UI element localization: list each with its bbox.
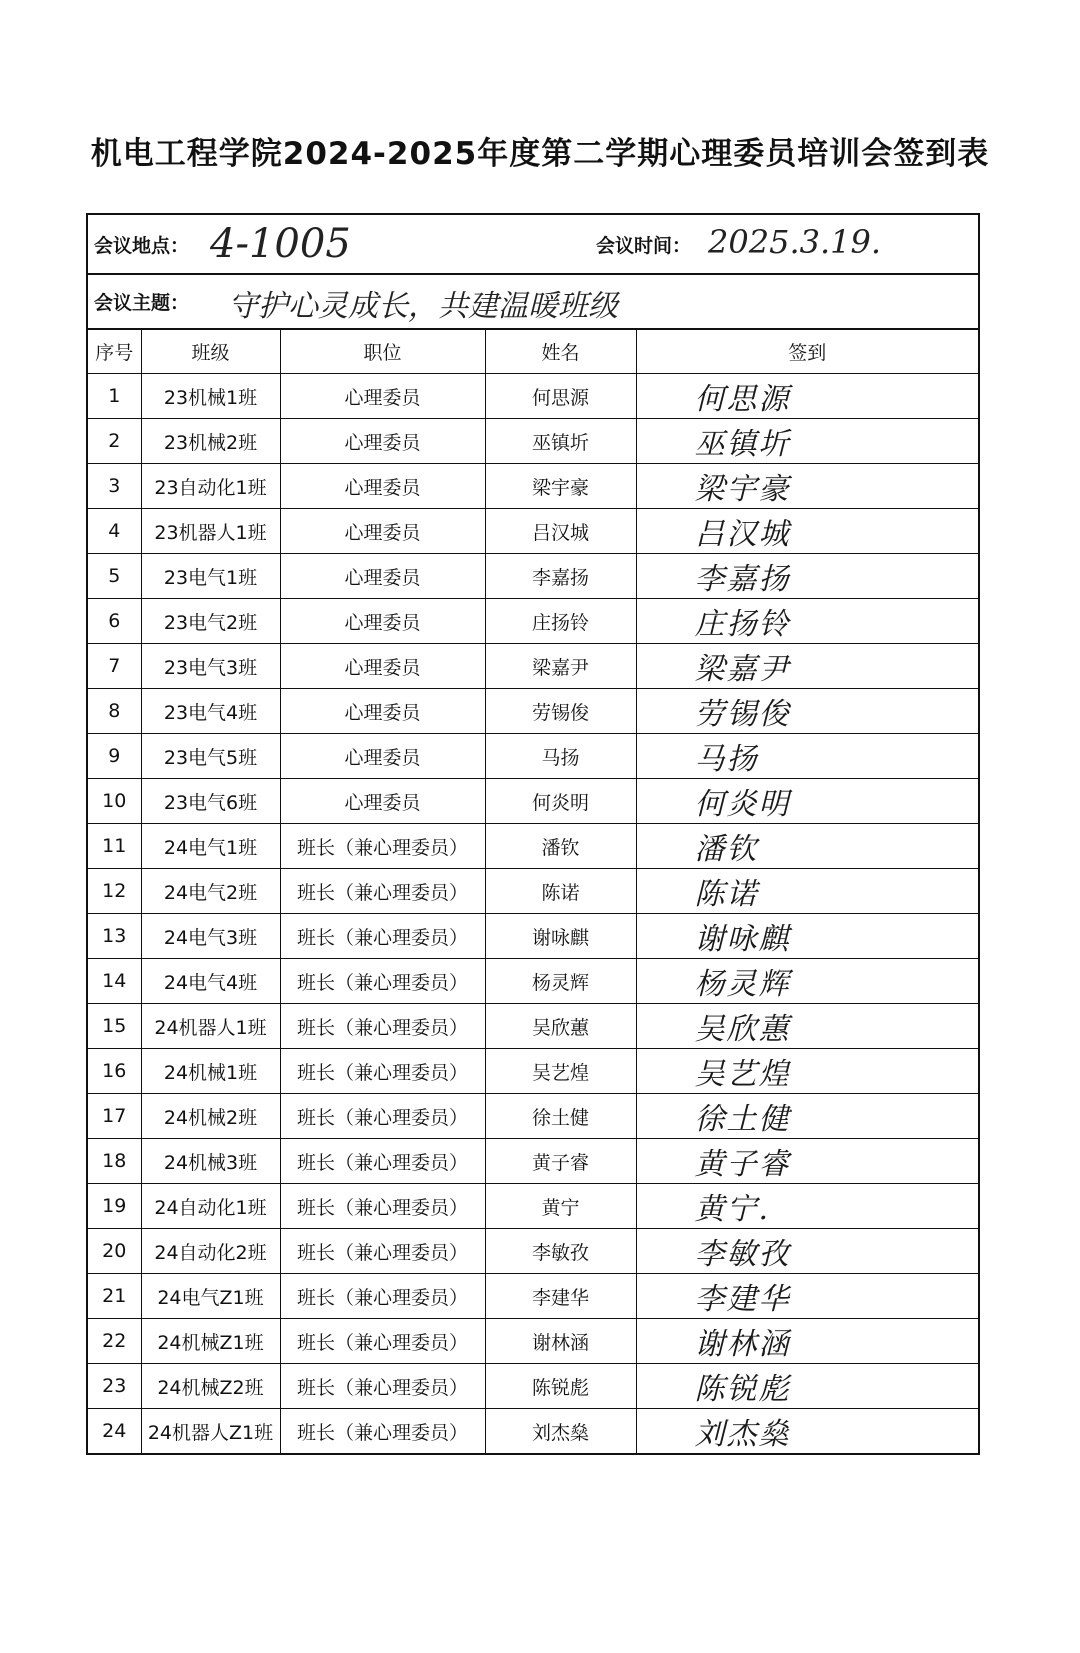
meeting-time-label: 会议时间： (596, 235, 692, 257)
row-class: 24电气4班 (141, 959, 280, 1004)
row-name: 谢咏麒 (485, 914, 636, 959)
row-class: 23电气3班 (141, 644, 280, 689)
row-number: 24 (88, 1409, 141, 1454)
row-name: 刘杰燊 (485, 1409, 636, 1454)
row-name: 吴艺煌 (485, 1049, 636, 1094)
header-number: 序号 (88, 330, 141, 374)
row-role: 班长（兼心理委员） (280, 1409, 485, 1454)
row-number: 6 (88, 599, 141, 644)
row-class: 24自动化2班 (141, 1229, 280, 1274)
row-role: 心理委员 (280, 509, 485, 554)
row-class: 23电气5班 (141, 734, 280, 779)
row-signature: 何炎明 (636, 779, 978, 824)
table-row (88, 689, 978, 734)
table-row (88, 734, 978, 779)
row-class: 23电气6班 (141, 779, 280, 824)
attendance-table (88, 330, 978, 1453)
table-row (88, 1184, 978, 1229)
row-class: 24机械3班 (141, 1139, 280, 1184)
row-role: 心理委员 (280, 374, 485, 419)
row-class: 23电气1班 (141, 554, 280, 599)
row-role: 班长（兼心理委员） (280, 1364, 485, 1409)
table-row (88, 824, 978, 869)
page-title: 机电工程学院2024-2025年度第二学期心理委员培训会签到表 (90, 136, 990, 172)
row-role: 班长（兼心理委员） (280, 1004, 485, 1049)
row-class: 24机械Z2班 (141, 1364, 280, 1409)
row-number: 1 (88, 374, 141, 419)
row-signature: 马扬 (636, 734, 978, 779)
row-signature: 梁宇豪 (636, 464, 978, 509)
table-row (88, 959, 978, 1004)
row-name: 陈诺 (485, 869, 636, 914)
row-signature: 李建华 (636, 1274, 978, 1319)
meeting-topic-row (88, 275, 978, 330)
row-number: 3 (88, 464, 141, 509)
row-role: 班长（兼心理委员） (280, 1319, 485, 1364)
row-class: 24机械2班 (141, 1094, 280, 1139)
row-role: 班长（兼心理委员） (280, 1049, 485, 1094)
row-signature: 陈锐彪 (636, 1364, 978, 1409)
row-class: 24自动化1班 (141, 1184, 280, 1229)
meeting-time-value: 2025.3.19. (708, 223, 882, 261)
row-role: 班长（兼心理委员） (280, 1184, 485, 1229)
row-number: 20 (88, 1229, 141, 1274)
row-class: 24电气2班 (141, 869, 280, 914)
row-class: 24电气3班 (141, 914, 280, 959)
table-row (88, 1319, 978, 1364)
row-name: 李建华 (485, 1274, 636, 1319)
table-row (88, 554, 978, 599)
row-signature: 刘杰燊 (636, 1409, 978, 1454)
table-header-row (88, 330, 978, 374)
row-name: 李敏孜 (485, 1229, 636, 1274)
row-name: 何炎明 (485, 779, 636, 824)
row-role: 班长（兼心理委员） (280, 1139, 485, 1184)
table-row (88, 779, 978, 824)
table-row (88, 599, 978, 644)
table-row (88, 1409, 978, 1454)
row-role: 心理委员 (280, 599, 485, 644)
table-row (88, 1364, 978, 1409)
row-class: 24电气Z1班 (141, 1274, 280, 1319)
row-signature: 巫镇圻 (636, 419, 978, 464)
row-class: 24机器人Z1班 (141, 1409, 280, 1454)
row-signature: 吴欣蕙 (636, 1004, 978, 1049)
table-row (88, 374, 978, 419)
row-number: 21 (88, 1274, 141, 1319)
row-class: 23机器人1班 (141, 509, 280, 554)
row-role: 心理委员 (280, 644, 485, 689)
row-name: 吴欣蕙 (485, 1004, 636, 1049)
row-number: 10 (88, 779, 141, 824)
row-signature: 谢林涵 (636, 1319, 978, 1364)
row-number: 7 (88, 644, 141, 689)
meeting-topic-value: 守护心灵成长，共建温暖班级 (228, 289, 618, 324)
table-row (88, 869, 978, 914)
row-name: 劳锡俊 (485, 689, 636, 734)
row-name: 梁嘉尹 (485, 644, 636, 689)
row-number: 12 (88, 869, 141, 914)
row-number: 13 (88, 914, 141, 959)
row-role: 班长（兼心理委员） (280, 914, 485, 959)
row-role: 班长（兼心理委员） (280, 869, 485, 914)
row-name: 陈锐彪 (485, 1364, 636, 1409)
meeting-place-value: 4-1005 (210, 221, 351, 267)
row-class: 23机械1班 (141, 374, 280, 419)
row-signature: 黄子睿 (636, 1139, 978, 1184)
row-role: 班长（兼心理委员） (280, 1094, 485, 1139)
row-number: 9 (88, 734, 141, 779)
table-row (88, 1229, 978, 1274)
header-class: 班级 (141, 330, 280, 374)
table-row (88, 1274, 978, 1319)
table-row (88, 1094, 978, 1139)
row-role: 班长（兼心理委员） (280, 1274, 485, 1319)
table-row (88, 644, 978, 689)
row-name: 李嘉扬 (485, 554, 636, 599)
row-number: 14 (88, 959, 141, 1004)
row-role: 班长（兼心理委员） (280, 824, 485, 869)
table-body (88, 374, 978, 1454)
table-row (88, 419, 978, 464)
row-class: 24机械1班 (141, 1049, 280, 1094)
row-role: 心理委员 (280, 464, 485, 509)
row-number: 22 (88, 1319, 141, 1364)
table-row (88, 914, 978, 959)
meeting-topic-label: 会议主题： (94, 292, 190, 314)
row-signature: 杨灵辉 (636, 959, 978, 1004)
row-signature: 吴艺煌 (636, 1049, 978, 1094)
row-number: 8 (88, 689, 141, 734)
row-class: 23机械2班 (141, 419, 280, 464)
row-role: 心理委员 (280, 689, 485, 734)
row-signature: 黄宁. (636, 1184, 978, 1229)
row-name: 何思源 (485, 374, 636, 419)
row-number: 2 (88, 419, 141, 464)
row-name: 吕汉城 (485, 509, 636, 554)
row-name: 巫镇圻 (485, 419, 636, 464)
row-number: 4 (88, 509, 141, 554)
row-signature: 何思源 (636, 374, 978, 419)
row-name: 徐土健 (485, 1094, 636, 1139)
row-number: 15 (88, 1004, 141, 1049)
table-row (88, 1139, 978, 1184)
row-signature: 吕汉城 (636, 509, 978, 554)
row-number: 23 (88, 1364, 141, 1409)
table-row (88, 1049, 978, 1094)
row-name: 黄宁 (485, 1184, 636, 1229)
meeting-place-label: 会议地点： (94, 234, 190, 257)
row-number: 18 (88, 1139, 141, 1184)
header-role: 职位 (280, 330, 485, 374)
row-name: 谢林涵 (485, 1319, 636, 1364)
header-name: 姓名 (485, 330, 636, 374)
row-name: 庄扬铃 (485, 599, 636, 644)
row-number: 17 (88, 1094, 141, 1139)
sign-in-sheet (86, 213, 980, 1455)
row-signature: 陈诺 (636, 869, 978, 914)
row-name: 潘钦 (485, 824, 636, 869)
row-role: 心理委员 (280, 779, 485, 824)
row-role: 班长（兼心理委员） (280, 959, 485, 1004)
row-class: 24电气1班 (141, 824, 280, 869)
row-class: 23电气4班 (141, 689, 280, 734)
row-signature: 李敏孜 (636, 1229, 978, 1274)
row-number: 19 (88, 1184, 141, 1229)
row-number: 5 (88, 554, 141, 599)
row-number: 16 (88, 1049, 141, 1094)
row-class: 23电气2班 (141, 599, 280, 644)
row-signature: 梁嘉尹 (636, 644, 978, 689)
row-number: 11 (88, 824, 141, 869)
table-row (88, 464, 978, 509)
row-name: 杨灵辉 (485, 959, 636, 1004)
row-signature: 谢咏麒 (636, 914, 978, 959)
row-signature: 劳锡俊 (636, 689, 978, 734)
row-name: 黄子睿 (485, 1139, 636, 1184)
row-class: 23自动化1班 (141, 464, 280, 509)
row-signature: 李嘉扬 (636, 554, 978, 599)
row-name: 梁宇豪 (485, 464, 636, 509)
meeting-place-time-row (88, 215, 978, 275)
row-signature: 徐土健 (636, 1094, 978, 1139)
row-class: 24机器人1班 (141, 1004, 280, 1049)
table-row (88, 1004, 978, 1049)
row-class: 24机械Z1班 (141, 1319, 280, 1364)
row-signature: 庄扬铃 (636, 599, 978, 644)
header-signature: 签到 (636, 330, 978, 374)
row-name: 马扬 (485, 734, 636, 779)
row-role: 班长（兼心理委员） (280, 1229, 485, 1274)
row-signature: 潘钦 (636, 824, 978, 869)
row-role: 心理委员 (280, 419, 485, 464)
row-role: 心理委员 (280, 734, 485, 779)
row-role: 心理委员 (280, 554, 485, 599)
table-row (88, 509, 978, 554)
